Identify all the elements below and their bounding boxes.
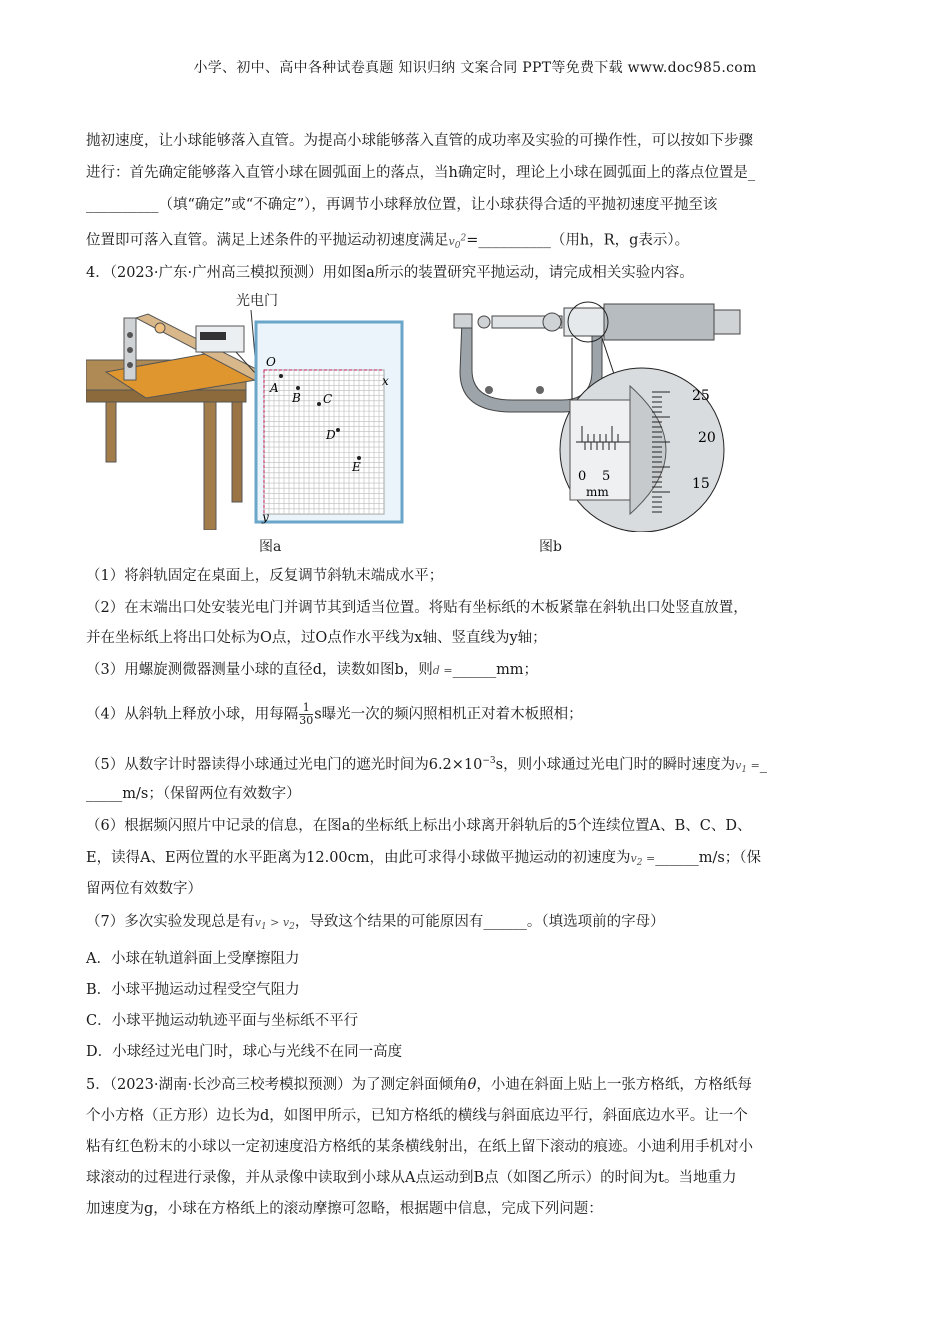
q5-line-1: 5．（2023·湖南·长沙高三校考模拟预测）为了测定斜面倾角θ，小迪在斜面上贴上一张方格纸，方格纸每 (86, 1077, 752, 1093)
theta-symbol: θ (467, 1077, 477, 1093)
intro-line-2: 进行：首先确定能够落入直管小球在圆弧面上的落点，当h确定时，理论上小球在圆弧面上的落点位置是_ (86, 165, 756, 181)
d-symbol: d = (432, 664, 453, 677)
step-3: （3）用螺旋测微器测量小球的直径d，读数如图b，则d =______mm； (86, 662, 539, 678)
intro-line-1: 抛初速度，让小球能够落入直管。为提高小球能够落入直管的成功率及实验的可操作性，可以按如下步骤 (86, 133, 753, 149)
step-6-line-3: 留两位有效数字） (86, 881, 202, 897)
q5-line-2: 个小方格（正方形）边长为d，如图甲所示，已知方格纸的横线与斜面底边平行，斜面底边水平。让一个 (86, 1108, 748, 1124)
intro-line-4-b: =__________（用h，R，g表示）。 (466, 232, 690, 249)
step-5-line-1: （5）从数字计时器读得小球通过光电门的遮光时间为$6.2\times 10^{-3}s$，则小球通过光电门时的瞬时速度为$v_1$ =_ (86, 756, 768, 776)
step-4: （4）从斜轨上释放小球，用每隔 $\frac{1}{30}$ s曝光一次的频闪照相机正对着木板照相； (86, 701, 583, 727)
thimble-25: 25 (692, 388, 710, 404)
figure-b-caption: 图b (539, 539, 562, 555)
intro-line-4 (86, 228, 866, 256)
axis-y-label: y (262, 510, 269, 524)
point-D: D (326, 428, 336, 442)
option-b: B．小球平抛运动过程受空气阻力 (86, 982, 300, 998)
thimble-20: 20 (698, 430, 716, 446)
point-O: O (266, 355, 276, 369)
option-d: D．小球经过光电门时，球心与光线不在同一高度 (86, 1044, 403, 1060)
step-6-line-2: E，读得A、E两位置的水平距离为12.00cm，由此可求得小球做平抛运动的初速度为$v_2$ =______m/s；（保 (86, 850, 762, 869)
v2-symbol: $v_2$ = (630, 852, 656, 869)
v0-symbol: $v_0^2$ (448, 233, 467, 251)
point-B: B (292, 391, 301, 405)
q5-line-5: 加速度为g，小球在方格纸上的滚动摩擦可忽略，根据题中信息，完成下列问题： (86, 1201, 603, 1217)
thimble-15: 15 (692, 476, 710, 492)
q5-line-3: 粘有红色粉末的小球以一定初速度沿方格纸的某条横线射出，在纸上留下滚动的痕迹。小迪利用手机对小 (86, 1139, 753, 1155)
option-c: C．小球平抛运动轨迹平面与坐标纸不平行 (86, 1013, 359, 1029)
main-scale-0: 0 (578, 469, 587, 484)
figure-a (86, 290, 406, 530)
step-2-line-2: 并在坐标纸上将出口处标为O点，过O点作水平线为x轴、竖直线为y轴； (86, 630, 547, 646)
point-A: A (270, 381, 279, 395)
step-5-line-2: _____m/s；（保留两位有效数字） (86, 786, 301, 802)
step-1: （1）将斜轨固定在桌面上，反复调节斜轨末端成水平； (86, 568, 444, 584)
point-C: C (323, 392, 333, 406)
intro-line-3: __________（填“确定”或“不确定”），再调节小球释放位置，让小球获得合适的平抛初速度平抛至该 (86, 197, 718, 213)
v1-symbol: $v_1$ = (735, 758, 760, 776)
page-header: 小学、初中、高中各种试卷真题 知识归纳 文案合同 PPT等免费下载 www.doc985.com (193, 60, 757, 76)
fraction-1-30: $\frac{1}{30}$ (299, 701, 314, 727)
photogate-label: 光电门 (236, 293, 278, 309)
v1-gt-v2: $v_1 > v_2$ (254, 916, 295, 933)
q5-line-4: 球滚动的过程进行录像，并从录像中读取到小球从A点运动到B点（如图乙所示）的时间为t。当地重力 (86, 1170, 737, 1186)
q4-title: 4．（2023·广东·广州高三模拟预测）用如图a所示的装置研究平抛运动，请完成相关实验内容。 (86, 265, 694, 281)
point-E: E (352, 460, 361, 474)
step-2-line-1: （2）在末端出口处安装光电门并调节其到适当位置。将贴有坐标纸的木板紧靠在斜轨出口处竖直放置， (86, 600, 748, 616)
intro-line-4-a: 位置即可落入直管。满足上述条件的平抛运动初速度满足 (86, 232, 449, 249)
figure-b (452, 300, 752, 532)
step-6-line-1: （6）根据频闪照片中记录的信息，在图a的坐标纸上标出小球离开斜轨后的5个连续位置A、B、C、D、 (86, 818, 752, 834)
figure-a-caption: 图a (259, 539, 282, 555)
step-7: （7）多次实验发现总是有$v_1 > v_2$，导致这个结果的可能原因有______。（填选项前的字母） (86, 914, 665, 933)
main-scale-5: 5 (602, 469, 611, 484)
option-a: A．小球在轨道斜面上受摩擦阻力 (86, 951, 300, 967)
axis-x-label: x (382, 374, 389, 388)
main-scale-unit: mm (586, 485, 609, 499)
